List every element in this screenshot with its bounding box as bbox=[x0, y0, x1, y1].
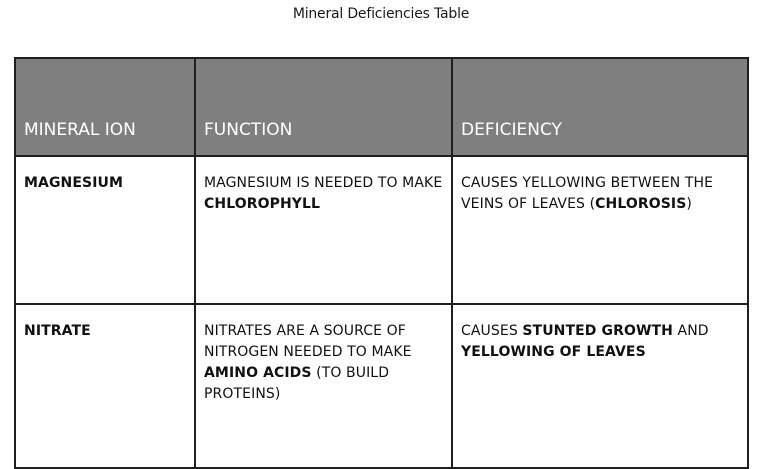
function-text: NITRATES ARE A SOURCE OF NITROGEN NEEDED TO MAKE bbox=[204, 323, 412, 360]
deficiency-text-mid: AND bbox=[672, 323, 709, 339]
deficiency-keyword: CHLOROSIS bbox=[595, 196, 687, 212]
mineral-deficiencies-table bbox=[14, 57, 749, 469]
function-text-end: (TO BUILD PROTEINS) bbox=[204, 365, 390, 402]
deficiency-cell bbox=[452, 304, 748, 468]
deficiency-keyword: STUNTED GROWTH bbox=[522, 323, 673, 339]
deficiency-text: CAUSES bbox=[461, 323, 523, 339]
column-header-mineral-ion: MINERAL ION bbox=[15, 58, 195, 156]
column-header-function: FUNCTION bbox=[195, 58, 452, 156]
page-title: Mineral Deficiencies Table bbox=[292, 6, 470, 22]
deficiency-text: CAUSES YELLOWING BETWEEN THE VEINS OF LEAVES ( bbox=[461, 175, 714, 212]
column-header-deficiency: DEFICIENCY bbox=[452, 58, 748, 156]
deficiency-keyword: YELLOWING OF LEAVES bbox=[461, 344, 646, 360]
deficiency-cell bbox=[452, 156, 748, 304]
function-keyword: AMINO ACIDS bbox=[204, 365, 312, 381]
function-cell bbox=[195, 304, 452, 468]
table-row bbox=[15, 304, 748, 468]
mineral-cell: NITRATE bbox=[15, 304, 195, 468]
table-header-row bbox=[15, 58, 748, 156]
table-row bbox=[15, 156, 748, 304]
mineral-cell: MAGNESIUM bbox=[15, 156, 195, 304]
function-text: MAGNESIUM IS NEEDED TO MAKE bbox=[204, 175, 443, 191]
deficiency-text-end: ) bbox=[686, 196, 692, 212]
function-cell bbox=[195, 156, 452, 304]
function-keyword: CHLOROPHYLL bbox=[204, 196, 321, 212]
